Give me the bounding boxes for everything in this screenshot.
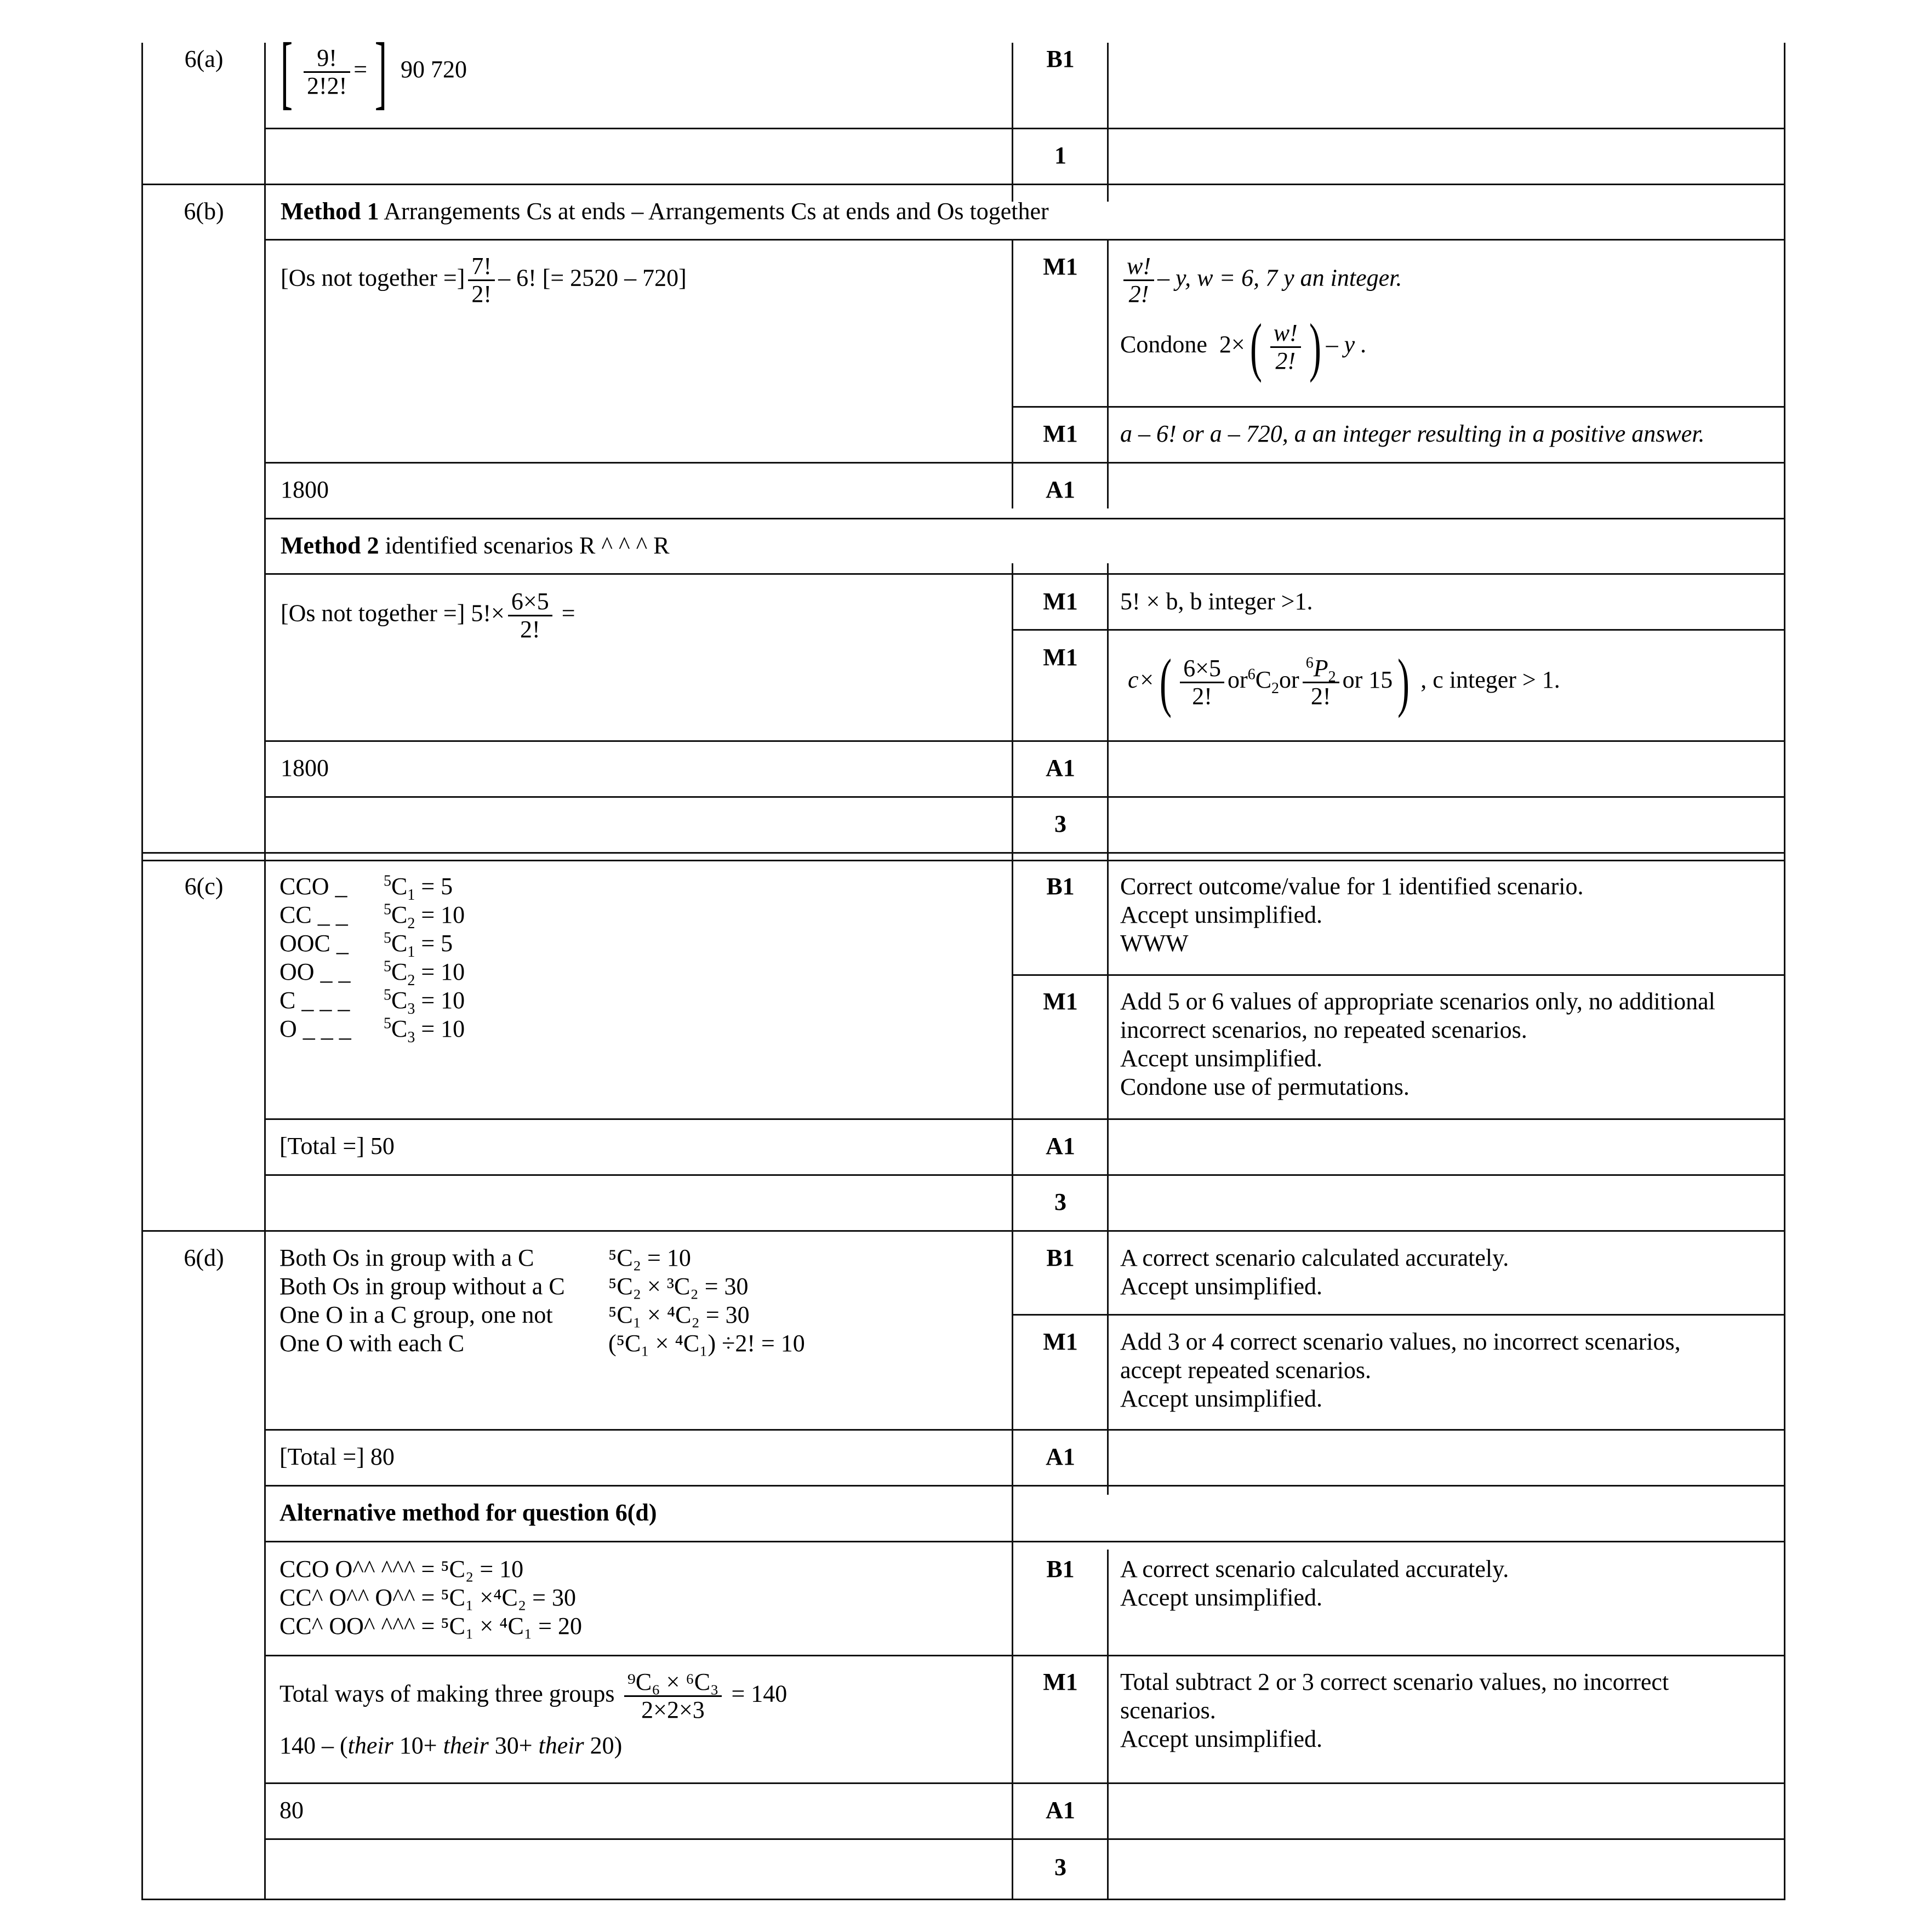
column-divider — [1107, 43, 1109, 202]
table-border-right — [1784, 43, 1785, 1900]
column-divider — [1107, 563, 1109, 1495]
mark-scheme-table — [141, 26, 1785, 1900]
mark-code: M1 — [1043, 988, 1078, 1015]
mark-code: A1 — [1046, 1443, 1075, 1470]
mark-code: B1 — [1046, 873, 1075, 900]
question-label: 6(c) — [184, 873, 224, 900]
alternative-scenarios: CCO O^^ ^^^ = ⁵C₂ = 10 CC^ O^^ O^^ = ⁵C₁ ×⁴C₂ = 30 CC^ OO^ ^^^ = ⁵C₁ × ⁴C₁ = 20 — [279, 1556, 582, 1639]
scenario-list: Both Os in group with a C ⁵C₂ = 10 Both Os in group without a C ⁵C₂ × ³C₂ = 30 One O in a C group, one not ⁵C₁ × ⁴C₂ = 30 One O with each C (⁵C₁ × ⁴C₁) ÷2! = 10 — [279, 1244, 805, 1357]
table-border-left — [141, 43, 143, 1900]
mark-code: A1 — [1046, 754, 1075, 781]
guidance-formula: c×( $\frac{6\times 5}{2!}$ $or^6C_2or$ $\frac{^6P_2}{2!}$ or 15) , c integer > 1. — [1128, 645, 1560, 718]
guidance-text: Add 3 or 4 correct scenario values, no incorrect scenarios, accept repeated scenarios. Accept unsimplified. — [1120, 1328, 1681, 1412]
guidance-text: A correct scenario calculated accurately. Accept unsimplified. — [1120, 1244, 1509, 1300]
mark-code: A1 — [1046, 1133, 1075, 1159]
total-ways-working: Total ways of making three groups $\frac{\text{⁹C₆ × ⁶C₃}}{2\times 2\times 3}$ = 140 — [279, 1668, 788, 1723]
mark-total: 3 — [1054, 1854, 1066, 1880]
mark-code: A1 — [1046, 1797, 1075, 1824]
mark-total: 3 — [1054, 1188, 1066, 1215]
guidance-text: 5! × b, b integer >1. — [1120, 588, 1313, 615]
answer-value: 1800 — [281, 476, 329, 503]
question-label: 6(a) — [184, 45, 224, 72]
mark-code: M1 — [1043, 644, 1078, 671]
column-divider — [1012, 43, 1013, 202]
guidance-text: a – 6! or a – 720, a an integer resulting in a positive answer. — [1120, 420, 1705, 447]
mark-code: A1 — [1046, 476, 1075, 503]
method-1-heading: Method 1 Arrangements Cs at ends – Arrangements Cs at ends and Os together — [281, 198, 1049, 225]
guidance-text: Add 5 or 6 values of appropriate scenarios only, no additional incorrect scenarios, no repeated scenarios. Accept unsimplified. Condone use of permutations. — [1120, 988, 1715, 1100]
mark-code: M1 — [1043, 420, 1078, 447]
alternative-method-heading: Alternative method for question 6(d) — [279, 1499, 657, 1526]
question-label: 6(b) — [184, 198, 224, 225]
mark-code: B1 — [1046, 45, 1075, 72]
mark-code: M1 — [1043, 588, 1078, 615]
question-label: 6(d) — [184, 1244, 224, 1271]
guidance-text: A correct scenario calculated accurately. Accept unsimplified. — [1120, 1556, 1509, 1611]
answer-value: [Total =] 50 — [279, 1133, 395, 1159]
scenario-list: CCO _ $^5C_1 = 5$ CC _ _ $^5C_2 = 10$ OOC _ $^5C_1 = 5$ OO _ _ $^5C_2 = 10$ C _ _ _ $^5C_3 = 10$ O _ _ _ $^5C_3 = 10$ — [279, 872, 465, 1046]
method-1-working: [Os not together =] $\frac{7!}{2!}$ – 6! [= 2520 – 720] — [281, 253, 687, 307]
answer-value: 1800 — [281, 754, 329, 781]
column-divider — [264, 43, 266, 1900]
answer-value: 80 — [279, 1797, 304, 1824]
answer-value: [Total =] 80 — [279, 1443, 395, 1470]
column-divider — [1107, 1550, 1109, 1900]
answer-6a: [ $\frac{9!}{2!2!}$ =] 90 720 — [280, 26, 467, 117]
guidance-text: Total subtract 2 or 3 correct scenario values, no incorrect scenarios. Accept unsimplified. — [1120, 1668, 1669, 1752]
mark-code: B1 — [1046, 1244, 1075, 1271]
column-divider — [1107, 239, 1109, 508]
mark-code: M1 — [1043, 253, 1078, 280]
mark-code: M1 — [1043, 1328, 1078, 1355]
mark-code: M1 — [1043, 1668, 1078, 1695]
column-divider — [1012, 239, 1013, 508]
mark-total: 1 — [1054, 142, 1066, 169]
mark-code: B1 — [1046, 1556, 1075, 1582]
method-2-working: [Os not together =] 5!× $\frac{6\times 5}{2!}$ = — [281, 588, 575, 643]
mark-total: 3 — [1054, 810, 1066, 837]
guidance-text: $\frac{w!}{2!}$ – y, w = 6, 7 y an integer. — [1120, 253, 1402, 307]
method-2-heading: Method 2 identified scenarios R ^ ^ ^ R — [281, 532, 670, 559]
subtraction-working: 140 – (their 10+ their 30+ their 20) — [279, 1732, 623, 1759]
guidance-condone: Condone 2×( $\frac{w!}{2!}$ ) – y . — [1120, 310, 1367, 383]
guidance-text: Correct outcome/value for 1 identified scenario. Accept unsimplified. WWW — [1120, 873, 1584, 957]
